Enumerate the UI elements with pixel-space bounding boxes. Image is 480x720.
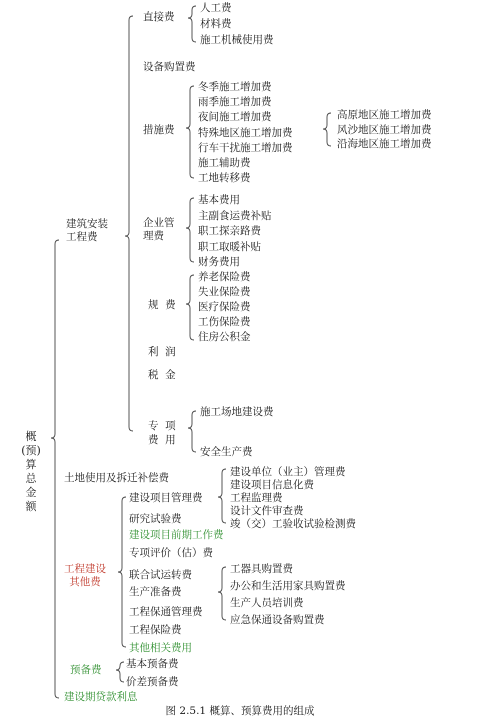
special-region-item: 风沙地区施工增加费 [337,123,432,136]
production-prep-item: 生产人员培训费 [230,597,304,609]
land-compensation-cost: 土地使用及拆迁补偿费 [64,472,169,484]
mgmt-item: 基本费用 [198,194,240,206]
root-char: 额 [25,500,37,513]
measures-item: 雨季施工增加费 [198,96,272,109]
other-related-cost: 其他相关费用 [129,642,192,654]
root-char: (预) [21,444,41,457]
mgmt-item: 财务费用 [198,256,240,268]
bracket [116,662,124,682]
price-reserve: 价差预备费 [126,676,179,688]
bracket [218,469,226,523]
pre-work-cost: 建设项目前期工作费 [129,529,224,541]
guarantee-mgmt-cost: 工程保通管理费 [129,606,203,618]
fees-item: 工伤保险费 [198,316,251,328]
bracket [125,16,133,431]
production-prep-cost: 生产准备费 [129,586,182,598]
measures-item: 施工辅助费 [198,157,251,169]
direct-item: 材料费 [200,18,232,30]
root-char: 算 [25,458,37,471]
regulatory-fees: 规 费 [148,299,176,311]
root-char: 概 [25,430,37,443]
tax: 税 金 [148,369,176,381]
equipment-cost: 设备购置费 [143,61,196,73]
production-prep-item: 应急保通设备购置费 [230,614,325,626]
special-region-item: 沿海地区施工增加费 [337,138,432,150]
project-mgmt-item: 设计文件审查费 [230,505,304,517]
direct-item: 人工费 [200,2,232,14]
project-mgmt-item: 建设项目信息化费 [230,479,314,491]
trial-run-cost: 联合试运转费 [129,569,192,581]
figure-caption: 图 2.5.1 概算、预算费用的组成 [165,705,315,717]
insurance-cost: 工程保险费 [129,624,182,636]
specific-item: 安全生产费 [200,446,253,458]
measures-item: 冬季施工增加费 [198,81,272,93]
measures-cost: 措施费 [143,124,175,136]
building-install-cost: 建筑安装 工程费 [66,218,108,243]
bracket [188,411,196,452]
other-construction-cost: 工程建设 其他费 [64,563,106,588]
fees-item: 养老保险费 [198,271,251,283]
direct-item: 施工机械使用费 [200,34,274,46]
reserve-cost: 预备费 [70,664,102,676]
project-mgmt-item: 竣（交）工验收试验检测费 [230,518,356,530]
fees-item: 医疗保险费 [198,301,251,313]
bracket [118,497,126,647]
loan-interest: 建设期贷款利息 [64,691,138,703]
bracket [218,567,226,620]
specific-cost: 专 项 费 用 [148,420,176,446]
special-region-item: 高原地区施工增加费 [337,109,432,121]
project-mgmt-item: 建设单位（业主）管理费 [230,466,346,478]
root-char: 总 [25,472,37,485]
bracket [323,113,331,146]
measures-item: 工地转移费 [198,172,251,185]
profit: 利 润 [148,346,176,358]
project-mgmt-item: 工程监理费 [230,492,283,504]
enterprise-mgmt-cost: 企业管 理费 [143,217,175,242]
project-mgmt-cost: 建设项目管理费 [129,492,203,504]
fees-item: 住房公积金 [198,331,251,343]
direct-cost: 直接费 [143,11,175,23]
bracket [186,86,194,178]
measures-item: 行车干扰施工增加费 [198,141,293,154]
bracket [186,198,194,262]
production-prep-item: 办公和生活用家具购置费 [230,580,346,592]
root-char: 金 [25,486,37,499]
measures-item: 特殊地区施工增加费 [198,126,293,139]
evaluation-cost: 专项评价（估）费 [129,547,213,559]
mgmt-item: 主副食运费补贴 [198,209,272,222]
production-prep-item: 工器具购置费 [230,563,293,575]
root-label [20,430,42,514]
bracket [188,6,196,42]
basic-reserve: 基本预备费 [126,658,179,670]
fees-item: 失业保险费 [198,286,251,298]
mgmt-item: 职工探亲路费 [198,225,261,237]
mgmt-item: 职工取暖补贴 [198,240,261,253]
measures-item: 夜间施工增加费 [198,111,272,124]
specific-item: 施工场地建设费 [200,406,274,418]
research-cost: 研究试验费 [129,513,182,525]
bracket [51,240,59,698]
bracket [186,275,194,340]
